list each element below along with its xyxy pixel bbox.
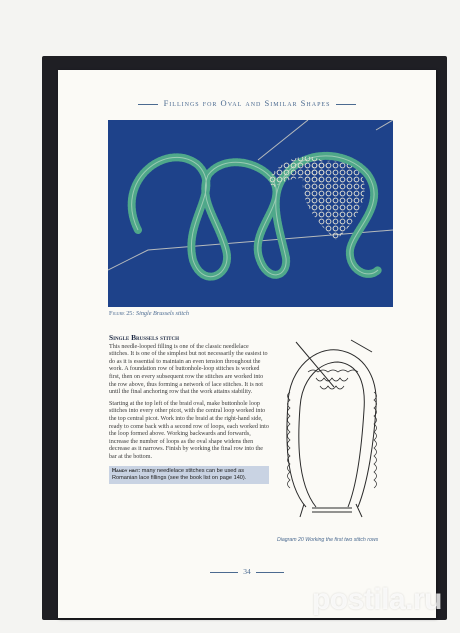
paragraph-1: This needle-looped filling is one of the classic needlelace stitches. It is one of the simplest but not necessarily the easiest to do as it is essential to maintain an even tension throughout the work. A foundation row of buttonhole-loop stitches is worked first, then on every subsequent row the stitches are worked into the row above, thus forming a network of lace stitches. It is not until the final anchoring row that the work attains stability. bbox=[109, 343, 268, 396]
text-column bbox=[109, 334, 269, 484]
figure-caption bbox=[109, 310, 189, 317]
figure-caption-sep: : bbox=[132, 310, 137, 317]
handy-hint-box bbox=[109, 466, 269, 484]
section-heading: Single Brussels stitch bbox=[109, 333, 179, 342]
diagram-label: Diagram 20 bbox=[277, 537, 304, 543]
stitch-diagram bbox=[276, 332, 394, 530]
running-header bbox=[58, 98, 436, 108]
figure-caption-text: Single Brussels stitch bbox=[136, 310, 189, 317]
header-title: Fillings for Oval and Similar Shapes bbox=[163, 98, 331, 108]
stitch-diagram-drawing bbox=[276, 332, 394, 530]
lace-photo bbox=[108, 120, 393, 307]
paragraph-2: Starting at the top left of the braid oval, make buttonhole loop stitches into every other picot, with the central loop worked into the top central picot. Work into the braid at the right-hand side, ready to come back with a second row of loops, each worked into the loop formed above. Working backwards and forwards, increase the number of loops as the oval shape widens then decrease as it narrows. Finish by working the final row into the bar at the bottom. bbox=[109, 400, 269, 460]
book-page bbox=[58, 70, 436, 618]
header-rule-right bbox=[336, 104, 356, 105]
watermark-logo: postila.ru bbox=[311, 583, 442, 616]
handy-hint-text: many needlelace stitches can be used as Romanian lace fillings (see the book list on page 140). bbox=[112, 467, 247, 481]
page-number: 34 bbox=[243, 567, 251, 576]
lace-illustration bbox=[108, 120, 393, 307]
handy-hint-label: Handy hint: bbox=[112, 467, 141, 474]
diagram-caption bbox=[277, 537, 402, 543]
diagram-caption-text: Working the first two stitch rows bbox=[305, 537, 379, 543]
figure-label: Figure 25 bbox=[109, 310, 133, 317]
header-rule-left bbox=[138, 104, 158, 105]
page-footer bbox=[58, 567, 436, 576]
footer-rule-left bbox=[210, 572, 238, 573]
footer-rule-right bbox=[256, 572, 284, 573]
